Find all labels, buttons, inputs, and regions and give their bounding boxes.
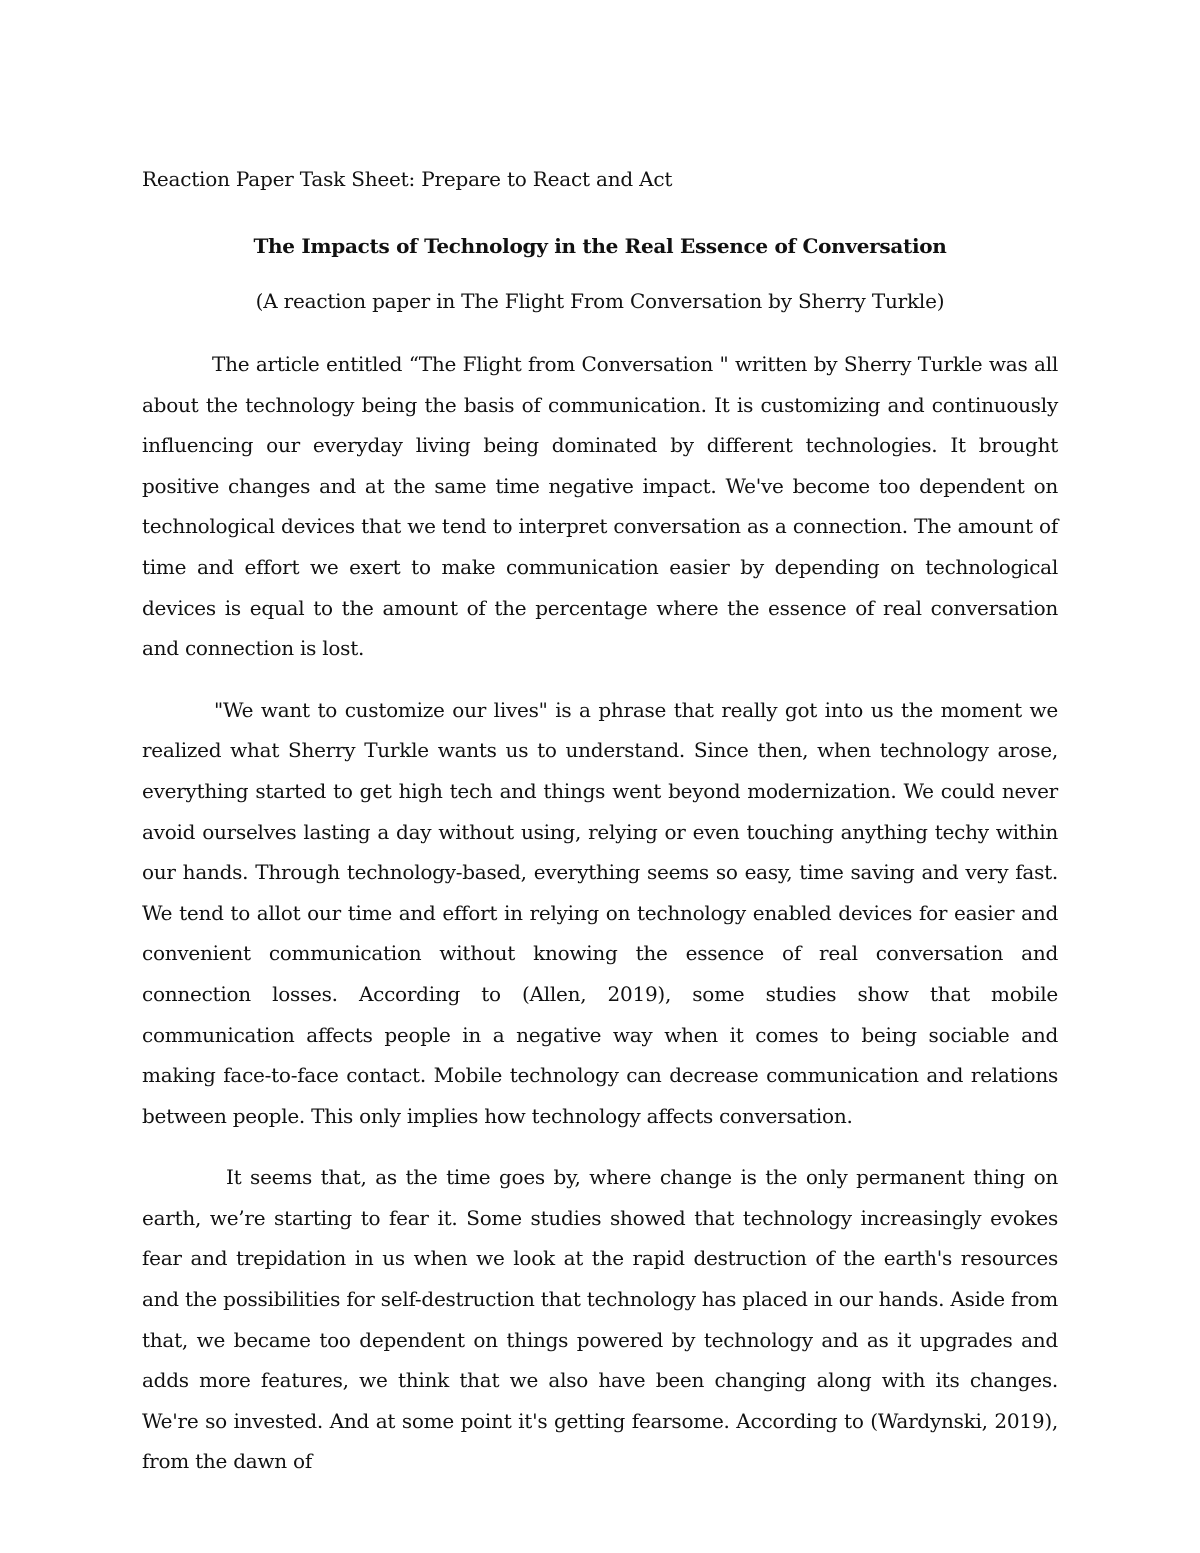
paper-subtitle: (A reaction paper in The Flight From Conversation by Sherry Turkle) [255, 289, 945, 313]
paragraph-3: It seems that, as the time goes by, where change is the only permanent thing on earth, we’re starting to fear it. Some studies showed that technology increasingly evokes fear and trepidation in us when we look at the rapid destruction of the earth's resources and the possibilities for self-destruction that technology has placed in our hands. Aside from that, we became too dependent on things powered by technology and as it upgrades and adds more features, we think that we also have been changing along with its changes. We're so invested. And at some point it's getting fearsome. According to (Wardynski, 2019), from the dawn of [142, 1165, 1058, 1474]
document-body [142, 162, 1058, 1482]
task-sheet-heading: Reaction Paper Task Sheet: Prepare to React and Act [142, 167, 673, 191]
paper-title: The Impacts of Technology in the Real Essence of Conversation [253, 234, 947, 258]
paragraph-1: The article entitled “The Flight from Conversation " written by Sherry Turkle was all about the technology being the basis of communication. It is customizing and continuously influencing our everyday living being dominated by different technologies. It brought positive changes and at the same time negative impact. We've become too dependent on technological devices that we tend to interpret conversation as a connection. The amount of time and effort we exert to make communication easier by depending on technological devices is equal to the amount of the percentage where the essence of real conversation and connection is lost. [142, 352, 1058, 661]
paragraph-2: "We want to customize our lives" is a phrase that really got into us the moment we realized what Sherry Turkle wants us to understand. Since then, when technology arose, everything started to get high tech and things went beyond modernization. We could never avoid ourselves lasting a day without using, relying or even touching anything techy within our hands. Through technology-based, everything seems so easy, time saving and very fast. We tend to allot our time and effort in relying on technology enabled devices for easier and convenient communication without knowing the essence of real conversation and connection losses. According to (Allen, 2019), some studies show that mobile communication affects people in a negative way when it comes to being sociable and making face-to-face contact. Mobile technology can decrease communication and relations between people. This only implies how technology affects conversation. [142, 697, 1058, 1128]
